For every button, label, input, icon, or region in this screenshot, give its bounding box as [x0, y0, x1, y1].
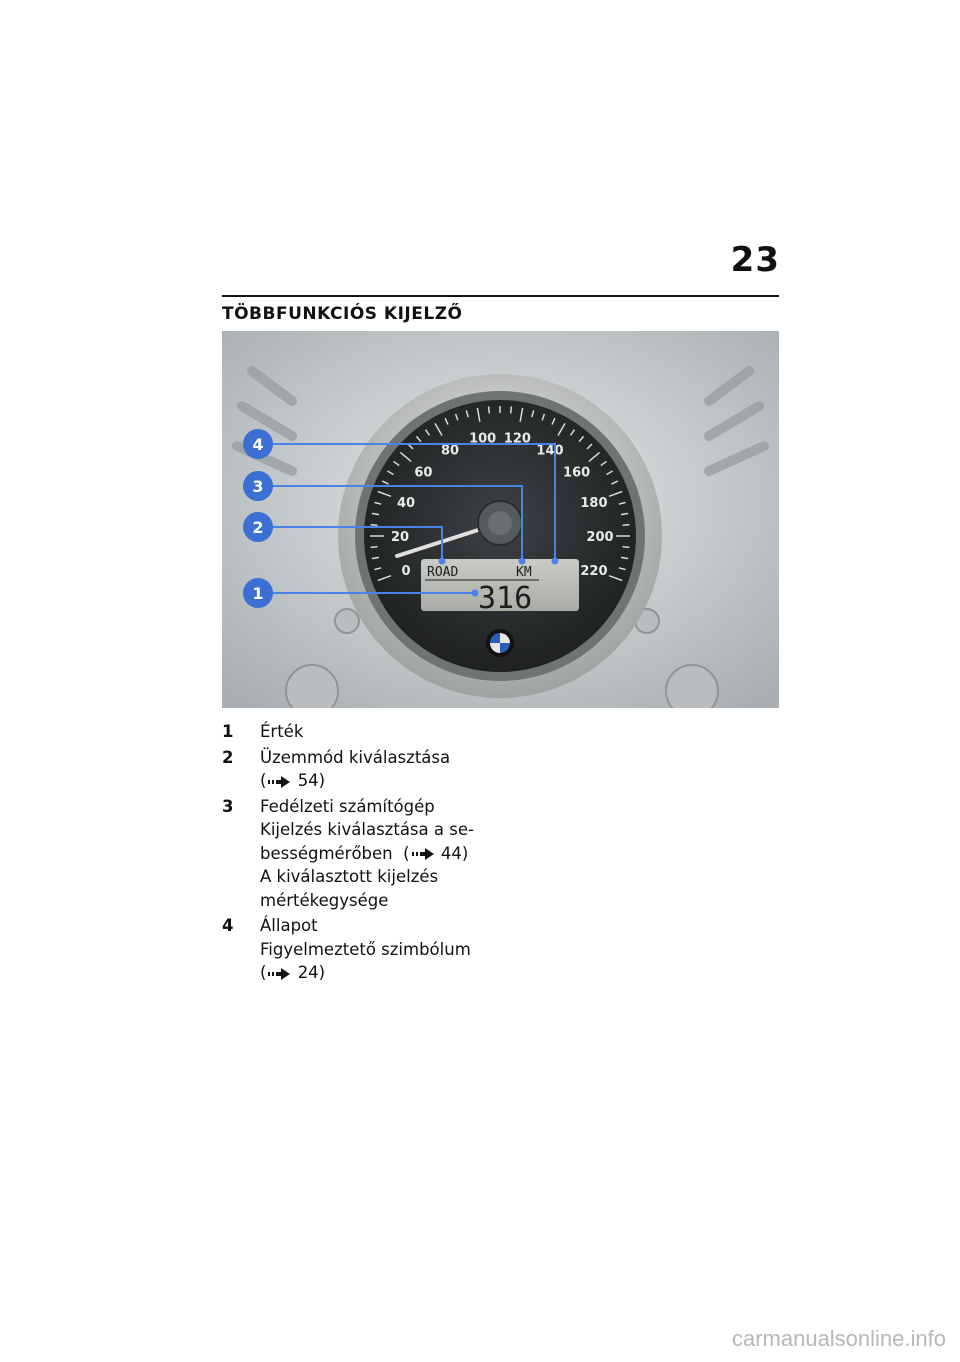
page-ref-arrow-icon [268, 776, 290, 788]
dial-tick [623, 547, 630, 548]
callout-4 [243, 429, 273, 459]
title-rule [222, 295, 779, 297]
callout-1 [243, 578, 273, 608]
section-title: TÖBBFUNKCIÓS KIJELZŐ [222, 304, 463, 324]
page-ref-arrow-icon [268, 968, 290, 980]
page-reference: ( 24) [260, 963, 326, 982]
legend-number: 1 [222, 722, 234, 741]
dial-tick [370, 547, 377, 548]
svg-text:4: 4 [252, 435, 264, 454]
dial-label: 200 [586, 530, 614, 545]
legend-text: Érték [260, 722, 304, 741]
dial-tick [511, 406, 512, 413]
svg-text:1: 1 [252, 584, 264, 603]
dial-label: 220 [580, 564, 608, 580]
watermark: carmanualsonline.info [731, 1326, 946, 1351]
dial-tick [489, 406, 490, 413]
legend-item [222, 914, 522, 985]
dial-label: 40 [396, 495, 416, 511]
legend-text: Kijelzés kiválasztása a se- [260, 820, 474, 839]
legend-item [222, 720, 522, 744]
legend-number: 2 [222, 747, 234, 767]
page-reference: bességmérőben ( 44) [260, 843, 469, 863]
dial-label: 180 [580, 495, 608, 511]
svg-text:2: 2 [252, 518, 264, 537]
page-reference: ( 54) [260, 771, 326, 790]
svg-text:3: 3 [252, 477, 264, 496]
legend-item [222, 746, 522, 793]
dial-label: 80 [440, 443, 460, 459]
dial-tick [370, 525, 377, 526]
page-number: 23 [730, 240, 780, 280]
lcd-unit: KM [516, 565, 532, 580]
legend-item [222, 795, 522, 913]
dial-label: 20 [390, 530, 410, 545]
dial-label: 160 [563, 465, 591, 481]
legend-text: Fedélzeti számítógép [260, 796, 435, 816]
lcd-value: 316 [478, 581, 533, 616]
legend-number: 4 [222, 916, 234, 935]
lcd-mode: ROAD [427, 565, 459, 580]
dial-label: 100 [469, 431, 497, 447]
dial-label: 60 [414, 465, 433, 481]
legend-text: A kiválasztott kijelzés [260, 867, 439, 886]
legend-text: Figyelmeztető szimbólum [260, 939, 471, 959]
legend-text: Üzemmód kiválasztása [260, 747, 451, 767]
instrument-cluster-figure [222, 331, 779, 708]
legend-number: 3 [222, 796, 234, 816]
callout-2 [243, 512, 273, 542]
dial-label: 0 [401, 564, 411, 580]
page-ref-arrow-icon [412, 848, 434, 860]
callout-3 [243, 471, 273, 501]
dial-tick [623, 525, 630, 526]
legend-text: mértékegysége [260, 890, 389, 910]
dial-label: 120 [503, 431, 531, 447]
legend [222, 720, 522, 987]
legend-text: Állapot [260, 916, 318, 935]
dial-label: 140 [536, 443, 564, 459]
bmw-logo-icon [486, 629, 514, 657]
